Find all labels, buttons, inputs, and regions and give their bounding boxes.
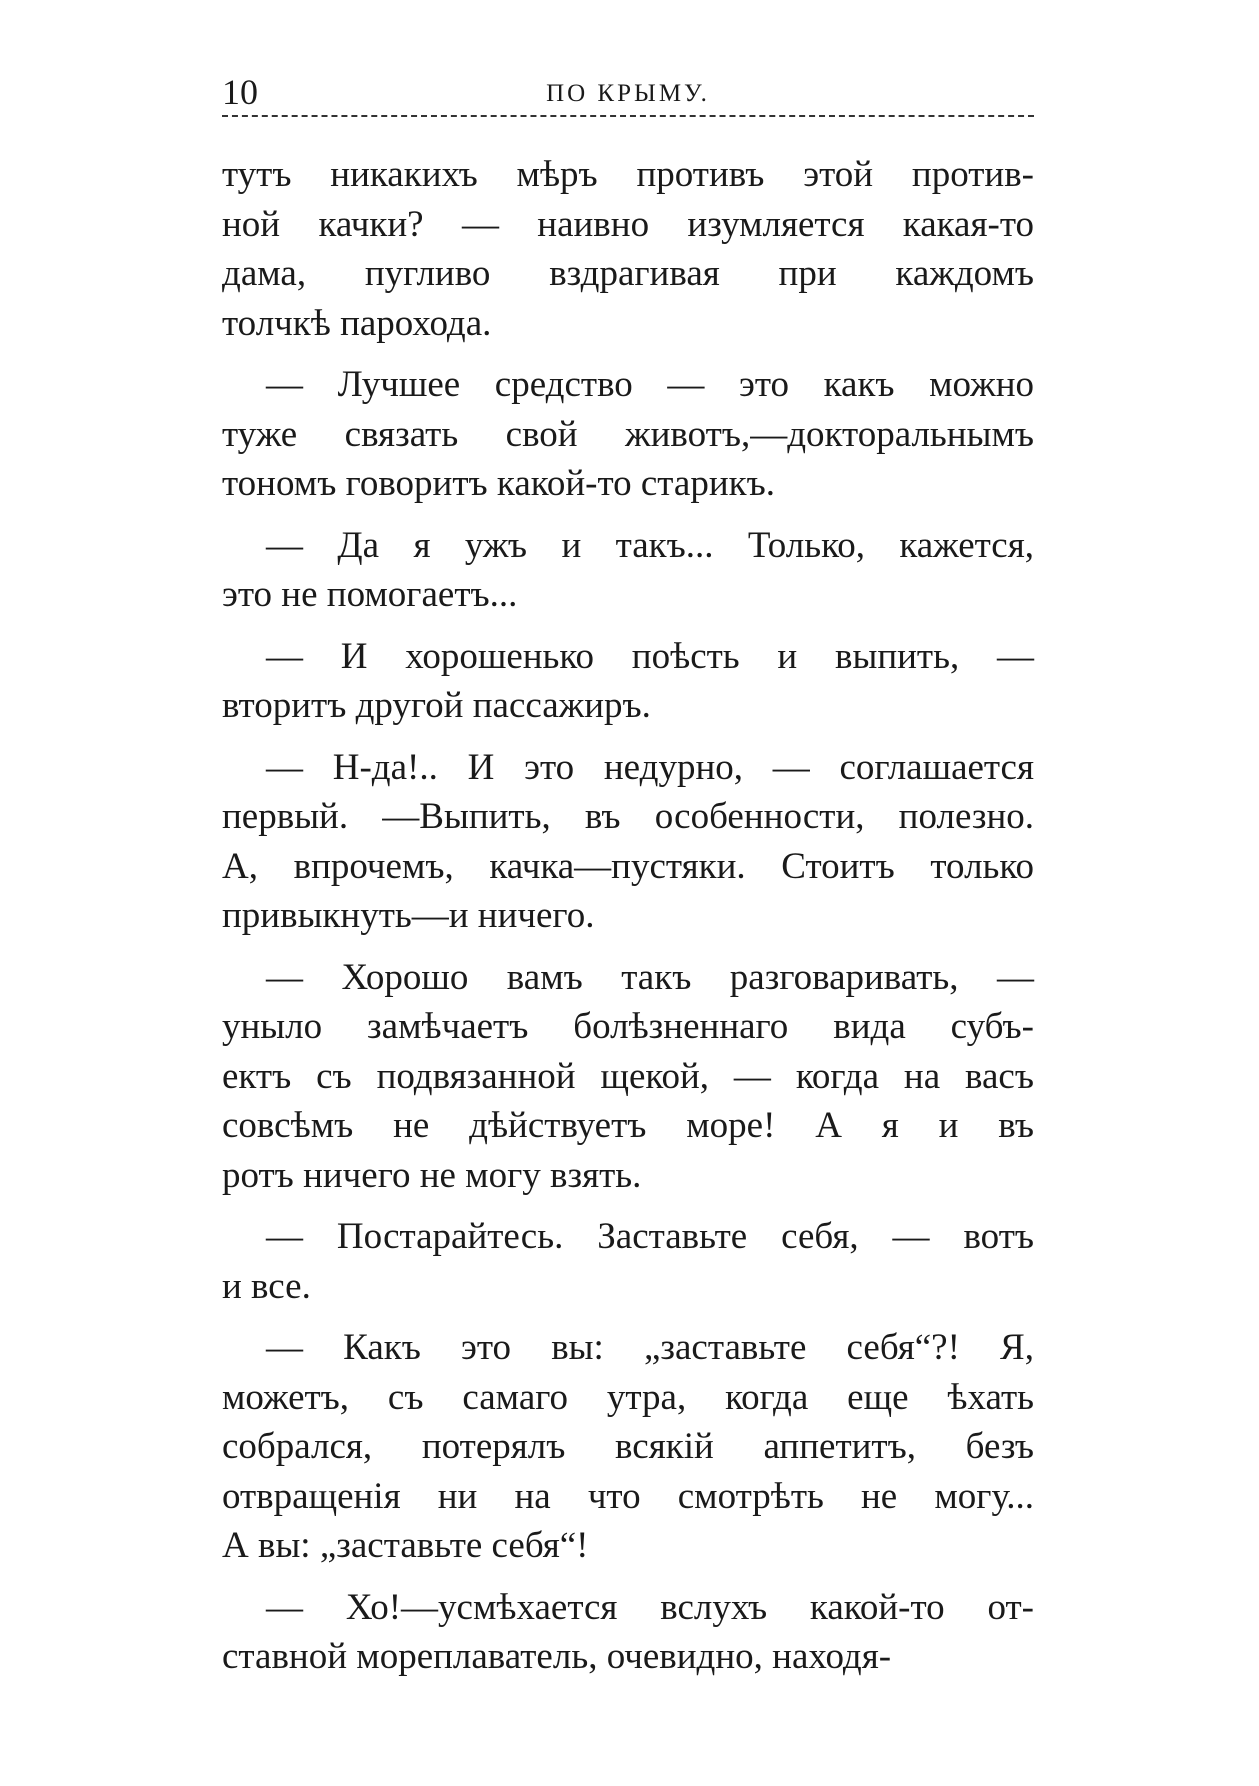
text-line: А вы: „заставьте себя“! xyxy=(222,1525,589,1566)
text-line: — Лучшее средство — это какъ можно xyxy=(266,364,1034,405)
text-line: привыкнуть—и ничего. xyxy=(222,895,595,936)
header-rule xyxy=(222,115,1034,117)
text-line: — Постарайтесь. Заставьте себя, — вотъ xyxy=(266,1216,1034,1257)
paragraph xyxy=(222,632,1034,731)
text-line: — И хорошенько поѣсть и выпить, — xyxy=(266,635,1034,677)
text-line: ектъ съ подвязанной щекой, — когда на васъ xyxy=(222,1055,1034,1097)
text-line: совсѣмъ не дѣйствуетъ море! А я и въ xyxy=(222,1105,1034,1146)
paragraph xyxy=(222,1323,1034,1571)
text-line: — Какъ это вы: „заставьте себя“?! Я, xyxy=(266,1327,1034,1368)
text-line: отвращенія ни на что смотрѣть не могу... xyxy=(222,1475,1034,1517)
text-line: — Н-да!.. И это недурно, — соглашается xyxy=(266,746,1034,788)
text-line: ной качки? — наивно изумляется какая-то xyxy=(222,203,1034,245)
text-line: уныло замѣчаетъ болѣзненнаго вида субъ- xyxy=(222,1006,1034,1047)
paragraph xyxy=(222,150,1034,348)
paragraph xyxy=(222,743,1034,941)
text-line: туже связать свой животъ,—докторальнымъ xyxy=(222,413,1034,455)
text-line: — Хо!—усмѣхается вслухъ какой-то от- xyxy=(266,1586,1034,1628)
text-line: ставной мореплаватель, очевидно, находя- xyxy=(222,1636,892,1677)
body-text xyxy=(222,150,1034,1694)
text-line: это не помогаетъ... xyxy=(222,574,518,615)
paragraph xyxy=(222,1212,1034,1311)
running-title: ПО КРЫМУ. xyxy=(546,80,710,107)
text-line: первый. —Выпить, въ особенности, полезно. xyxy=(222,796,1034,837)
text-line: А, впрочемъ, качка—пустяки. Стоитъ только xyxy=(222,845,1034,887)
text-line: собрался, потерялъ всякій аппетитъ, безъ xyxy=(222,1426,1034,1467)
paragraph xyxy=(222,953,1034,1201)
page-header xyxy=(222,70,1034,120)
text-line: тутъ никакихъ мѣръ противъ этой против- xyxy=(222,154,1034,195)
paragraph xyxy=(222,360,1034,509)
text-line: толчкѣ парохода. xyxy=(222,302,492,344)
paragraph xyxy=(222,1583,1034,1682)
text-line: можетъ, съ самаго утра, когда еще ѣхать xyxy=(222,1376,1034,1418)
text-line: — Да я ужъ и такъ... Только, кажется, xyxy=(266,524,1034,566)
text-line: вторитъ другой пассажиръ. xyxy=(222,685,651,726)
text-line: и все. xyxy=(222,1265,311,1307)
text-line: тономъ говоритъ какой-то старикъ. xyxy=(222,463,776,504)
text-line: — Хорошо вамъ такъ разговаривать, — xyxy=(266,956,1034,998)
paragraph xyxy=(222,521,1034,620)
text-line: ротъ ничего не могу взять. xyxy=(222,1154,642,1196)
page-number: 10 xyxy=(222,72,258,112)
text-line: дама, пугливо вздрагивая при каждомъ xyxy=(222,253,1034,294)
